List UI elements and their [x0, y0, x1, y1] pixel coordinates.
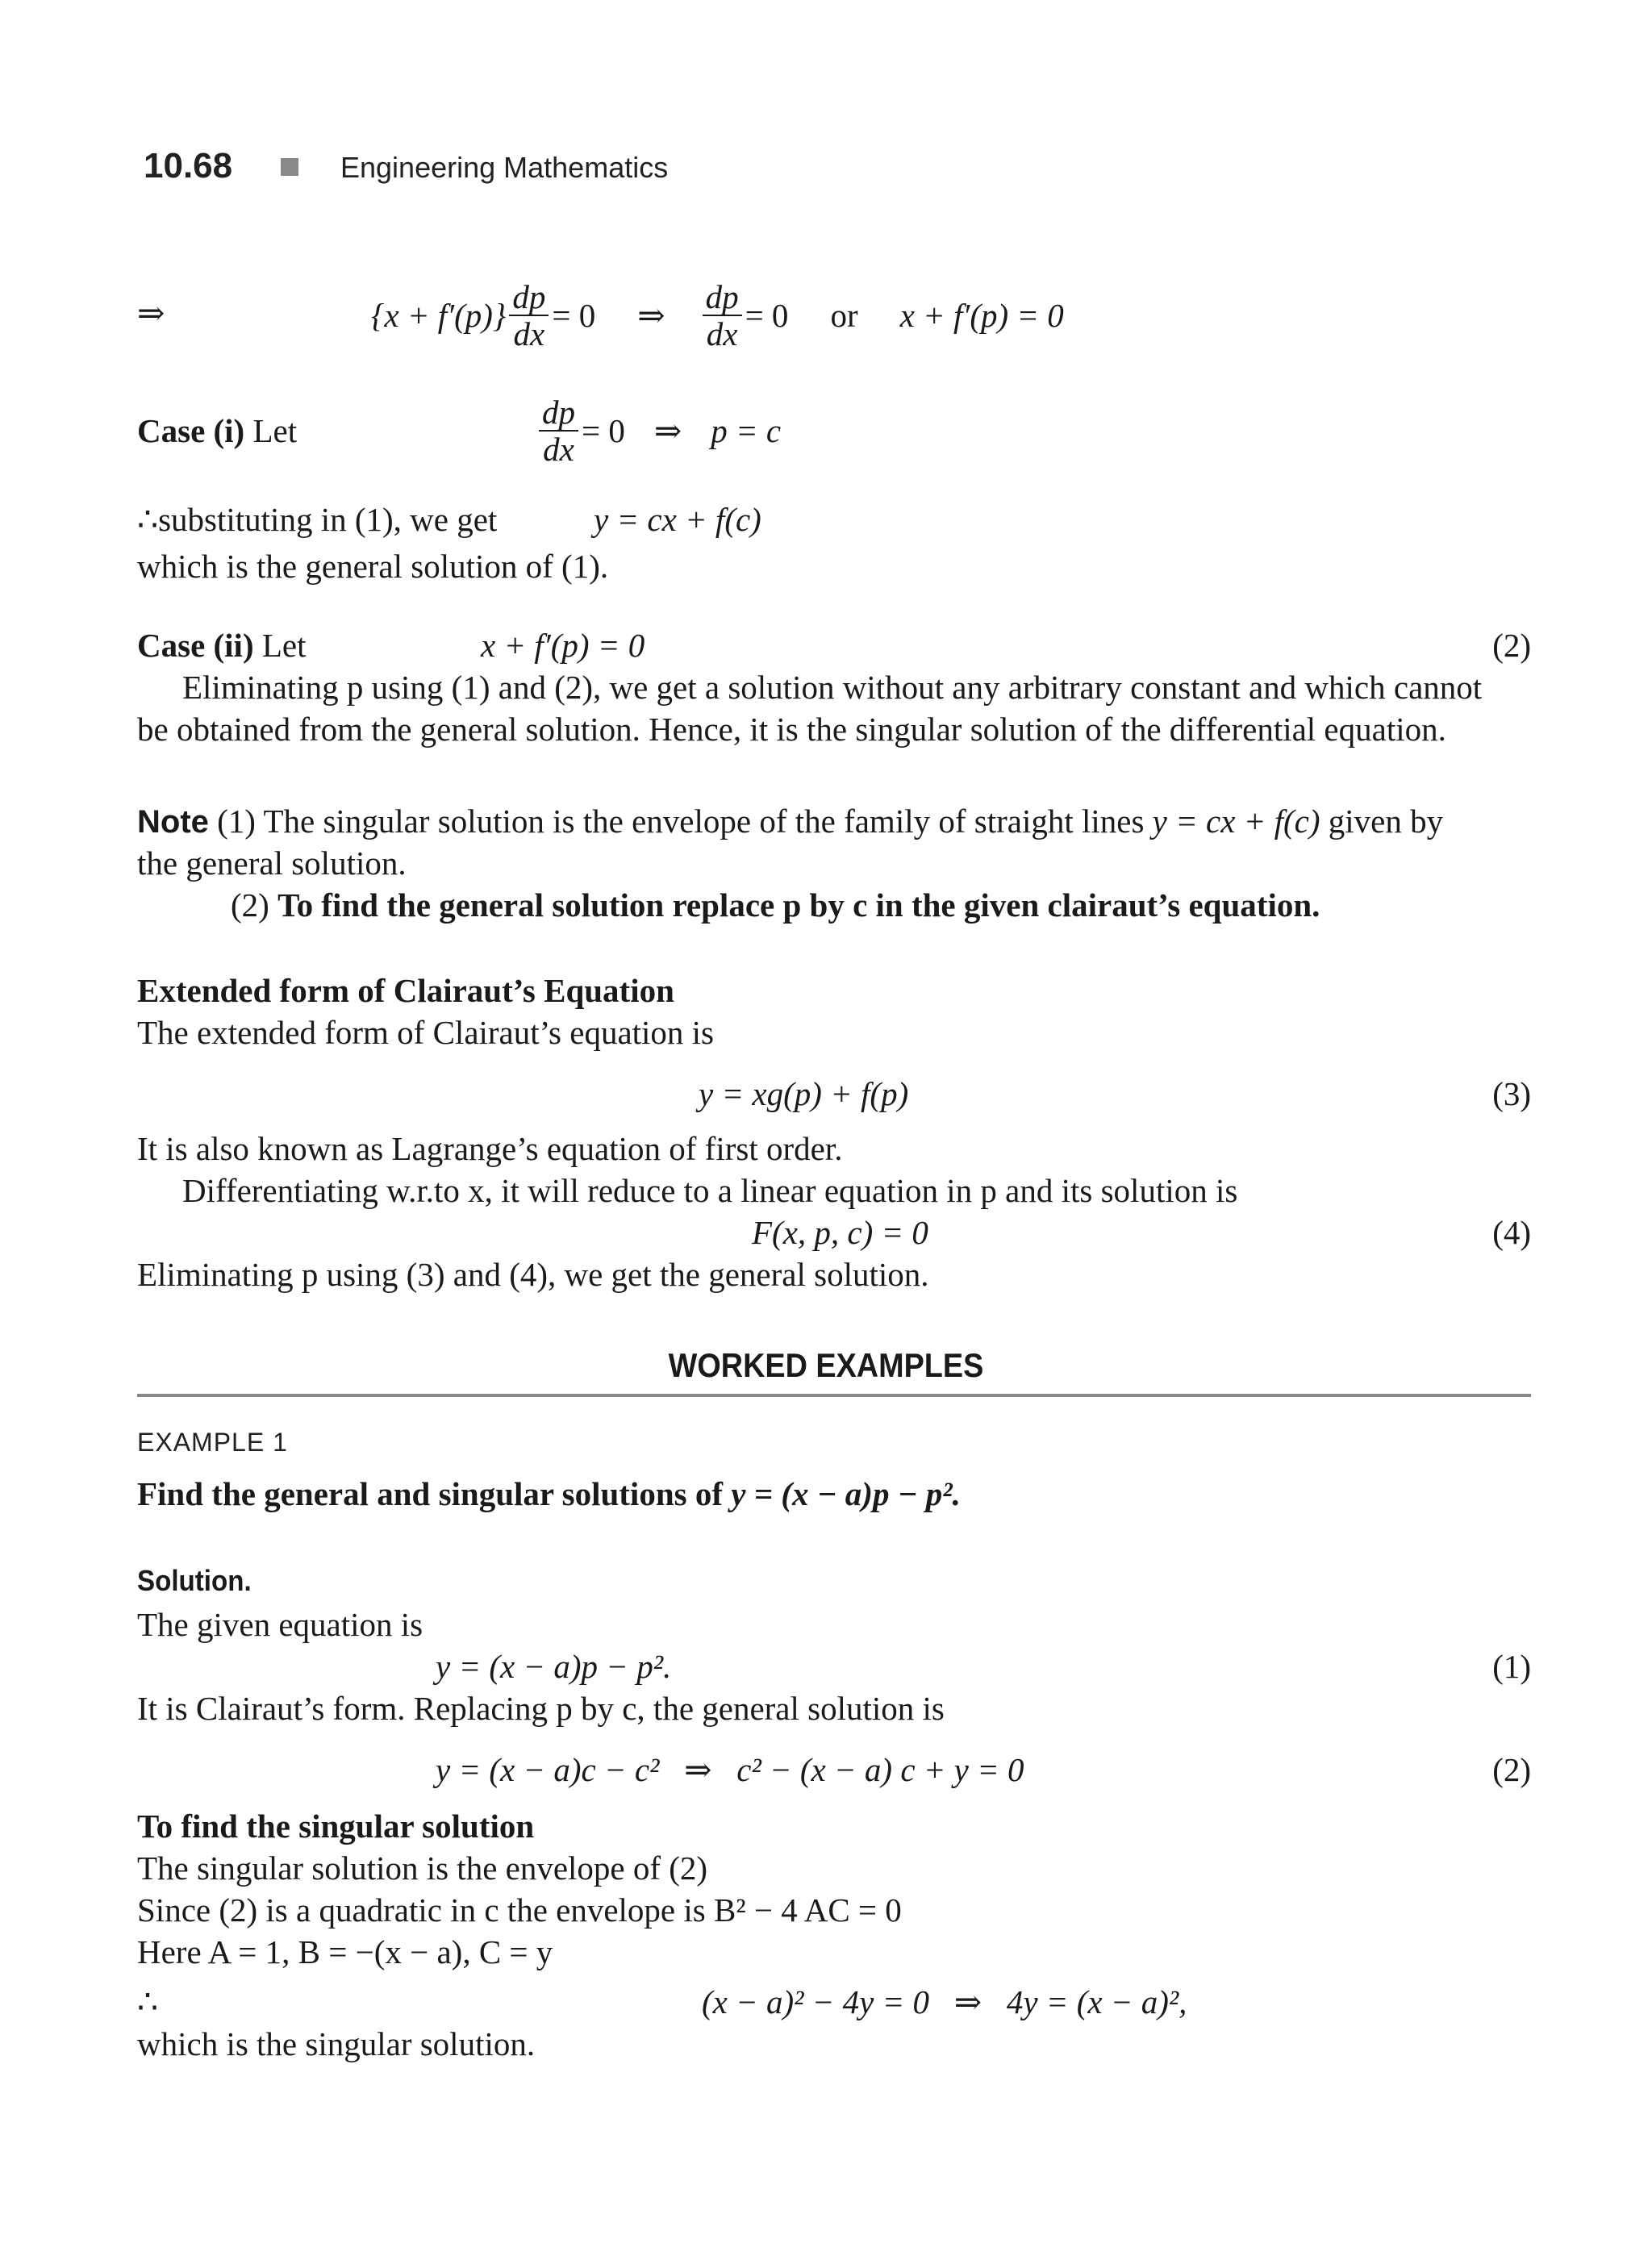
case2-label: Case (ii)	[137, 627, 254, 664]
solution-label: Solution.	[137, 1564, 252, 1597]
brace-expression: {x + f′(p)}	[371, 297, 507, 334]
case2-equation: x + f′(p) = 0	[481, 627, 645, 664]
case1-label-line	[137, 410, 297, 452]
implies-symbol: ⇒	[137, 294, 165, 332]
problem-equation: y = (x − a)p − p².	[731, 1475, 961, 1512]
extended-heading: Extended form of Clairaut’s Equation	[137, 972, 674, 1009]
case1-general-line: which is the general solution of (1).	[137, 548, 609, 585]
solution-clairaut-line: It is Clairaut’s form. Replacing p by c, the general solution is	[137, 1690, 945, 1727]
extended-lagrange: It is also known as Lagrange’s equation of first order.	[137, 1130, 843, 1167]
case2-let: Let	[261, 627, 307, 664]
envelope-line: The singular solution is the envelope of (2)	[137, 1849, 708, 1887]
case1-equation	[536, 386, 781, 476]
closing-line: which is the singular solution.	[137, 2025, 536, 2062]
quadratic-line: Since (2) is a quadratic in c the envelope is B² − 4 AC = 0	[137, 1891, 902, 1929]
note-line3	[231, 884, 1320, 926]
extended-equation: y = xg(p) + f(p)	[699, 1075, 909, 1112]
second-expression: x + f′(p) = 0	[899, 297, 1064, 334]
note-line1	[137, 800, 1531, 843]
extended-diff-line: Differentiating w.r.to x, it will reduce to a linear equation in p and its solution is	[182, 1172, 1238, 1209]
header-square-icon	[281, 158, 298, 176]
example-problem	[137, 1473, 961, 1515]
problem-prefix: Find the general and singular solutions of	[137, 1475, 723, 1512]
equals-zero-2: = 0	[745, 297, 789, 334]
singular-heading: To find the singular solution	[137, 1808, 535, 1845]
extended-intro: The extended form of Clairaut’s equation is	[137, 1014, 715, 1051]
note-line1-text: (1) The singular solution is the envelope of the family of straight lines	[217, 803, 1145, 840]
case1-label: Case (i)	[137, 412, 245, 449]
therefore-symbol: ∴	[137, 1983, 159, 2020]
dp-dx-fraction-3	[539, 394, 578, 467]
arrow-symbol: ⇒	[637, 297, 665, 334]
extended-eq-number-4: (4)	[1492, 1214, 1531, 1251]
note-line1-equation: y = cx + f(c)	[1152, 803, 1320, 840]
example-label: EXAMPLE 1	[137, 1428, 288, 1457]
fraction-numerator: dp	[509, 279, 549, 316]
note-label: Note	[137, 804, 209, 840]
or-text: or	[830, 297, 858, 334]
fraction-numerator: dp	[539, 394, 578, 432]
case2-eq-number: (2)	[1492, 627, 1531, 664]
extended-eq-number-3: (3)	[1492, 1075, 1531, 1112]
case2-paragraph-line2: be obtained from the general solution. Hence, it is the singular solution of the differential equation.	[137, 711, 1446, 748]
fraction-denominator: dx	[543, 431, 574, 468]
note-line2: the general solution.	[137, 844, 407, 882]
case1-let: Let	[252, 412, 298, 449]
final-equation: (x − a)² − 4y = 0 ⇒ 4y = (x − a)²,	[702, 1983, 1187, 2020]
section-divider	[137, 1394, 1531, 1397]
page-number: 10.68	[144, 146, 233, 186]
case1-substituting: ∴substituting in (1), we get	[137, 501, 498, 538]
fraction-denominator: dx	[706, 315, 738, 352]
solution-given: The given equation is	[137, 1606, 423, 1643]
dp-dx-fraction-2	[703, 279, 742, 352]
here-line: Here A = 1, B = −(x − a), C = y	[137, 1933, 553, 1970]
extended-elim-line: Eliminating p using (3) and (4), we get the general solution.	[137, 1256, 929, 1293]
extended-solution: F(x, p, c) = 0	[752, 1214, 928, 1251]
equals-zero: = 0	[552, 297, 596, 334]
fraction-numerator: dp	[703, 279, 742, 316]
case1-result: p = c	[711, 412, 782, 449]
note-line1-end: given by	[1328, 803, 1444, 840]
solution-eq2: y = (x − a)c − c² ⇒ c² − (x − a) c + y = 0	[436, 1751, 1024, 1788]
arrow-symbol-2: ⇒	[653, 412, 682, 449]
book-title: Engineering Mathematics	[340, 151, 669, 184]
equals-zero-3: = 0	[582, 412, 625, 449]
case2-paragraph-line1: Eliminating p using (1) and (2), we get a solution without any arbitrary constant and which cannot	[182, 669, 1483, 706]
derivation-equation	[371, 271, 1064, 360]
dp-dx-fraction	[509, 279, 549, 352]
case2-label-line	[137, 624, 307, 666]
solution-eq2-number: (2)	[1492, 1751, 1531, 1788]
case1-solution-equation: y = cx + f(c)	[594, 501, 761, 538]
solution-eq1-number: (1)	[1492, 1648, 1531, 1685]
note-line3-prefix: (2)	[231, 886, 269, 924]
note-line3-bold: To find the general solution replace p by c in the given clairaut’s equation.	[277, 886, 1320, 924]
fraction-denominator: dx	[513, 315, 545, 352]
solution-eq1: y = (x − a)p − p².	[436, 1648, 672, 1685]
worked-examples-heading: WORKED EXAMPLES	[668, 1346, 984, 1384]
